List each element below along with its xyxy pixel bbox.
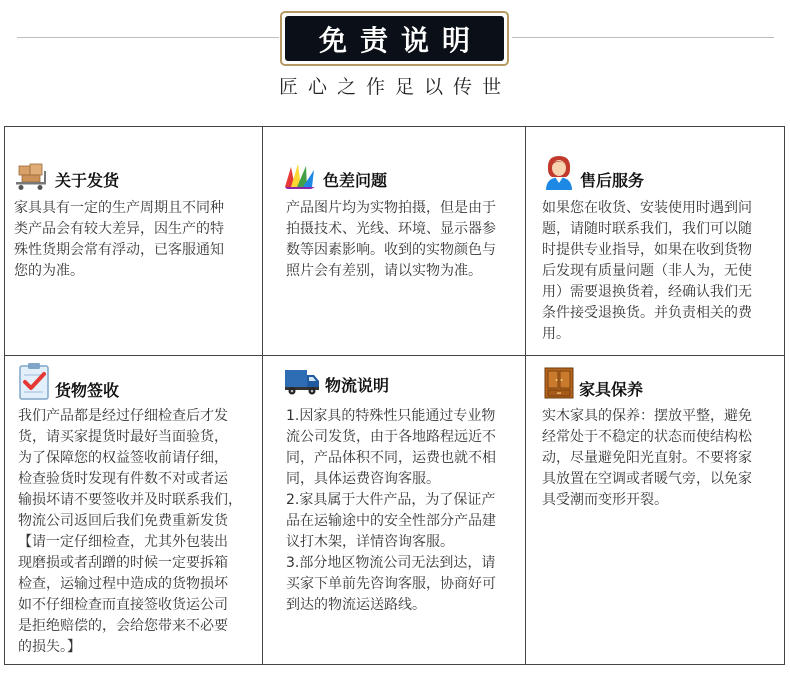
cell-title: 物流说明 xyxy=(325,376,390,395)
delivery-truck-icon xyxy=(283,366,321,396)
cell-body: 实木家具的保养：摆放平整，避免 经常处于不稳定的状态而使结构松 动，尽量避免阳光直射。不要将家 具放置在空调或者暖气旁，以免家 具受潮而变形开裂。 xyxy=(542,408,752,508)
title-banner xyxy=(280,11,509,66)
cell-header xyxy=(13,161,119,191)
cell-aftersales xyxy=(526,127,784,355)
cell-title: 货物签收 xyxy=(55,381,120,400)
cell-signing xyxy=(5,356,262,664)
cell-title: 色差问题 xyxy=(323,171,388,190)
cell-body: 我们产品都是经过仔细检查后才发 货，请买家提货时最好当面验货， 为了保障您的权益签收前请仔细， 检查验货时发现有件数不对或者运 输损坏请不要签收并及时联系我们， 物流公司返回后我们免费重新发货 【请一定仔细检查，尤其外包装出 现磨损或者刮蹭的时候一定要拆箱 检查，运输过程中造成的货物损坏 如不仔细检查而直接签收货运公司 是拒绝赔偿的，会给您带来不必要 的损失。】 xyxy=(18,408,242,655)
cell-title: 关于发货 xyxy=(55,171,120,190)
wooden-cabinet-icon xyxy=(543,366,575,400)
cell-body: 1.因家具的特殊性只能通过专业物 流公司发货，由于各地路程远近不 同，产品体积不同，运费也就不相 同，具体运费咨询客服。 2.家具属于大件产品，为了保证产 品在运输途中的安全性部分产品建 议打木架，详情咨询客服。 3.部分地区物流公司无法到达，请 买家下单前先咨询客服，协商好可 到达的物流运送路线。 xyxy=(286,408,496,613)
header-rule-right xyxy=(512,37,774,38)
cell-body: 产品图片均为实物拍摄，但是由于 拍摄技术、光线、环境、显示器参 数等因素影响。收到的实物颜色与 照片会有差别，请以实物为准。 xyxy=(286,200,496,279)
cell-body: 如果您在收货、安装使用时遇到问 题，请随时联系我们，我们可以随 时提供专业指导，如果在收到货物 后发现有质量问题（非人为，无使 用）需要退换货着，经确认我们无 条件接受退换货。并负责相关的费 用。 xyxy=(542,200,752,342)
cell-body: 家具具有一定的生产周期且不同种 类产品会有较大差异，因生产的特 殊性货期会常有浮动，已客服通知 您的为准。 xyxy=(14,200,224,279)
clipboard-check-icon xyxy=(17,361,51,401)
color-swatch-icon xyxy=(281,161,319,191)
page-title: 免责说明 xyxy=(285,16,504,61)
disclaimer-grid xyxy=(4,126,785,665)
cell-header xyxy=(283,366,389,396)
cell-title: 家具保养 xyxy=(579,380,644,399)
header-rule-left xyxy=(17,37,279,38)
cell-header xyxy=(17,361,119,401)
cell-header xyxy=(281,161,387,191)
cell-care xyxy=(526,356,784,664)
cell-logistics xyxy=(263,356,525,664)
cell-title: 售后服务 xyxy=(580,171,645,190)
cell-shipping xyxy=(5,127,262,355)
cell-header xyxy=(543,366,643,400)
cart-boxes-icon xyxy=(13,161,51,191)
slogan: 匠心之作足以传世 xyxy=(278,76,511,98)
support-agent-icon xyxy=(542,153,576,191)
cell-color xyxy=(263,127,525,355)
cell-header xyxy=(542,153,644,191)
